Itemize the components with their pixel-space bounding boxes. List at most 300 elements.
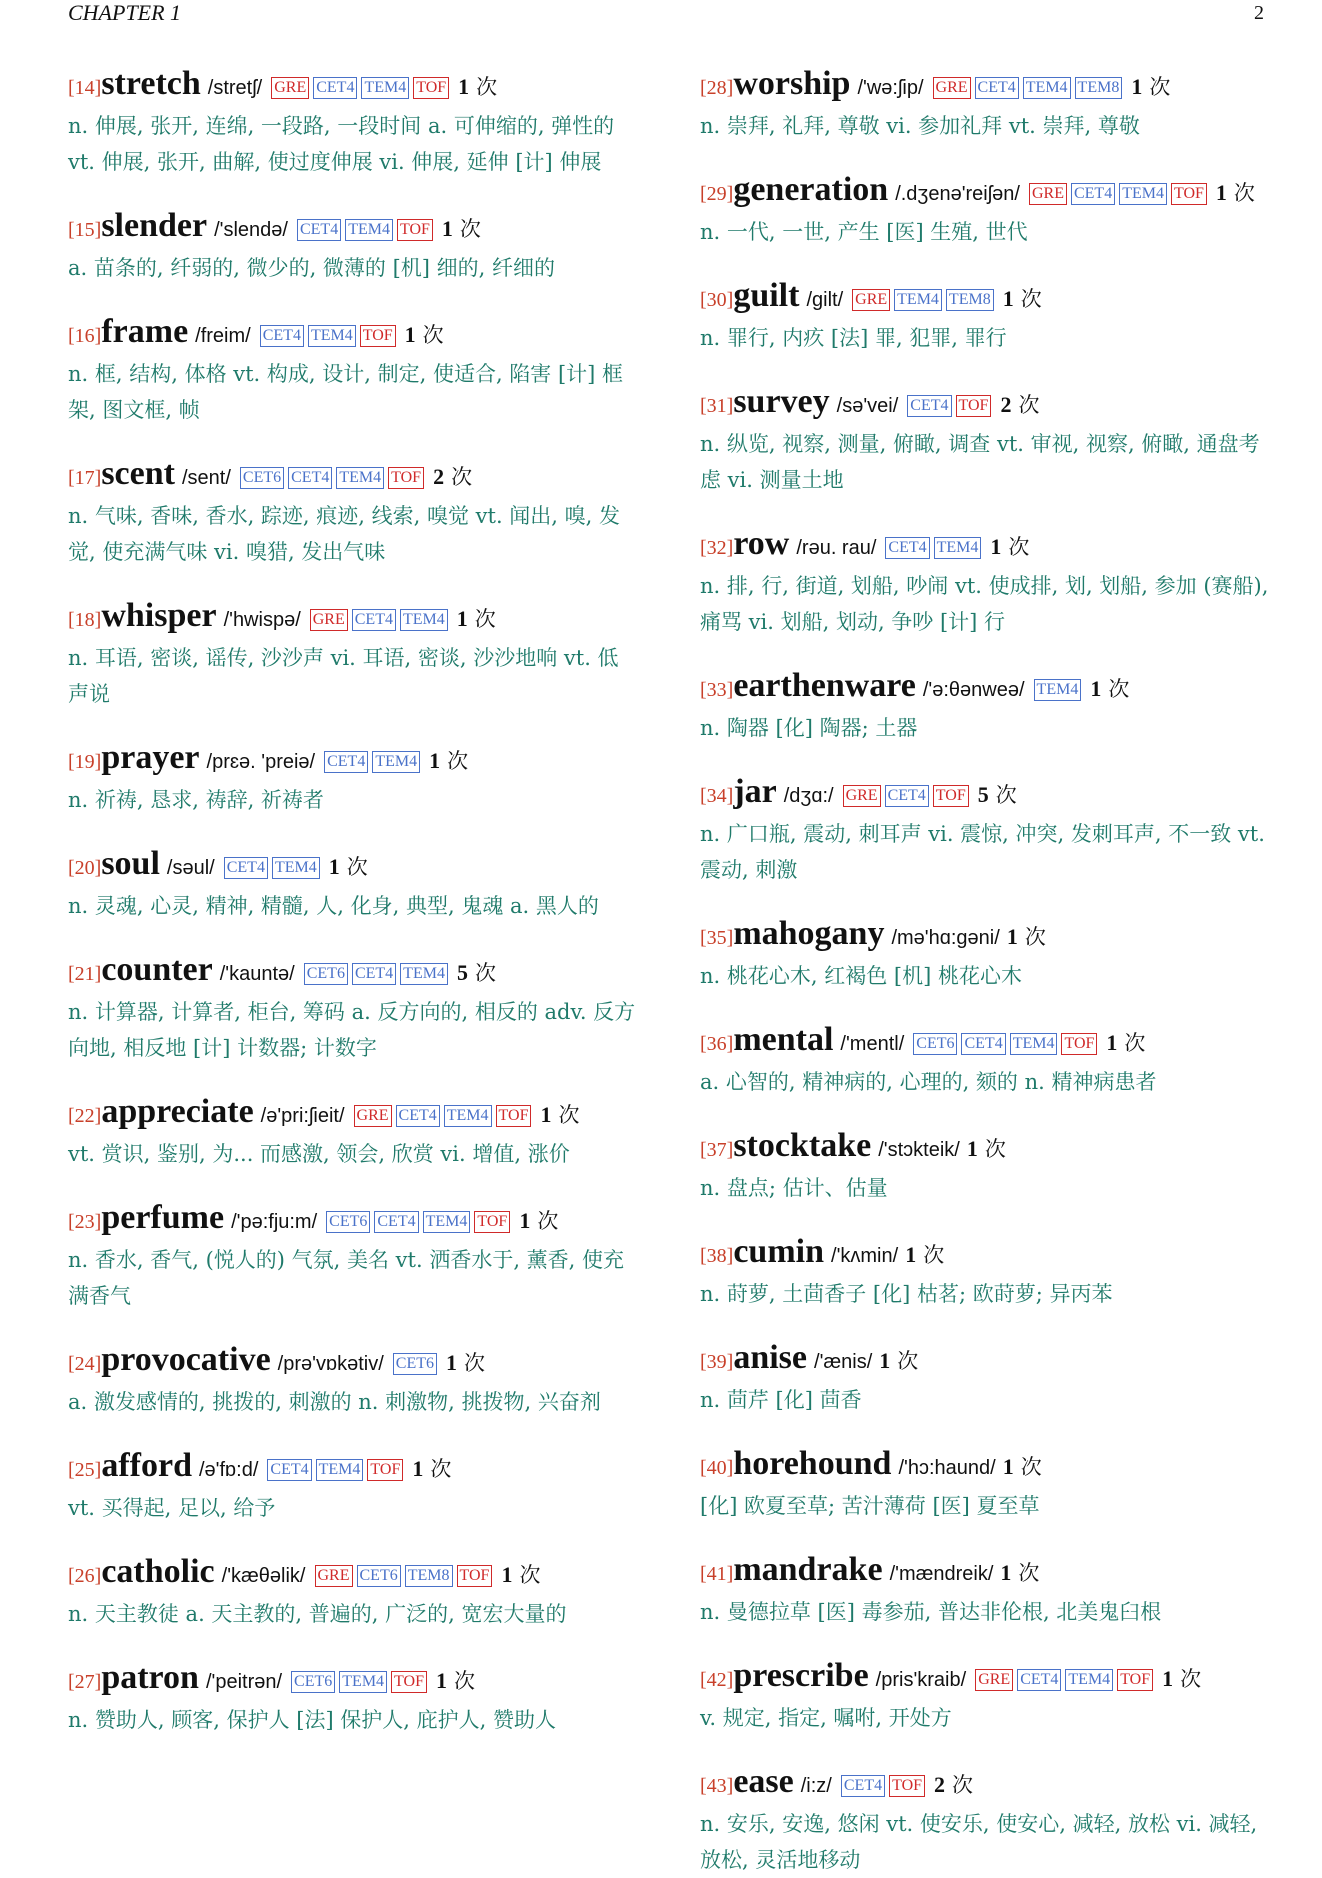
- headword: prescribe: [733, 1657, 869, 1694]
- entry-index: [33]: [700, 679, 734, 701]
- definition: vt. 赏识, 鉴别, 为... 而感激, 领会, 欣赏 vi. 增值, 涨价: [68, 1142, 570, 1166]
- entry-index: [35]: [700, 927, 734, 949]
- headword: worship: [733, 65, 851, 102]
- definition: n. 桃花心木, 红褐色 [机] 桃花心木: [700, 964, 1022, 988]
- occurrence-count: 1: [328, 854, 340, 879]
- times-label: 次: [984, 1137, 1006, 1161]
- dictionary-entry: [68, 1198, 636, 1314]
- definition: n. 伸展, 张开, 连绵, 一段路, 一段时间 a. 可伸缩的, 弹性的 vt. 伸展, 张开, 曲解, 使过度伸展 vi. 伸展, 延伸 [计] 伸展: [68, 114, 615, 174]
- entry-index: [37]: [700, 1139, 734, 1161]
- definition: n. 气味, 香味, 香水, 踪迹, 痕迹, 线索, 嗅觉 vt. 闻出, 嗅, 发觉, 使充满气味 vi. 嗅猎, 发出气味: [68, 504, 621, 564]
- headword: generation: [733, 171, 889, 208]
- entry-index: [19]: [68, 751, 102, 773]
- exam-tag: TEM4: [336, 467, 384, 489]
- occurrence-count: 1: [456, 606, 468, 631]
- headword-line: [700, 524, 1272, 568]
- phonetic: /'wə:ʃip/: [857, 77, 924, 99]
- headword-line: [68, 454, 636, 498]
- page-header: [68, 0, 1264, 26]
- entry-index: [31]: [700, 395, 734, 417]
- definition: n. 耳语, 密谈, 谣传, 沙沙声 vi. 耳语, 密谈, 沙沙地响 vt. 低声说: [68, 646, 619, 706]
- exam-tag: TOF: [360, 325, 396, 347]
- entry-index: [41]: [700, 1563, 734, 1585]
- dictionary-entry: [700, 1126, 1272, 1206]
- exam-tag: GRE: [354, 1105, 392, 1127]
- occurrence-count: 1: [519, 1208, 531, 1233]
- exam-tag: TEM4: [1119, 183, 1167, 205]
- headword-line: [68, 1658, 636, 1702]
- exam-tag: CET4: [885, 537, 929, 559]
- exam-tag: TOF: [1117, 1669, 1153, 1691]
- dictionary-entry: [700, 914, 1272, 994]
- exam-tag: CET4: [961, 1033, 1005, 1055]
- exam-tag: TOF: [1171, 183, 1207, 205]
- exam-tag: TOF: [391, 1671, 427, 1693]
- dictionary-entry: [700, 1656, 1272, 1736]
- page-number: 2: [1254, 2, 1264, 24]
- headword: survey: [733, 383, 830, 420]
- occurrence-count: 1: [1162, 1666, 1174, 1691]
- exam-tag: CET4: [885, 785, 929, 807]
- times-label: 次: [447, 749, 469, 773]
- headword: guilt: [733, 277, 800, 314]
- phonetic: /freim/: [195, 325, 251, 347]
- phonetic: /sə'vei/: [836, 395, 899, 417]
- phonetic: /ə'fɒ:d/: [198, 1459, 259, 1481]
- phonetic: /dʒɑ:/: [783, 785, 834, 807]
- exam-tag: TOF: [933, 785, 969, 807]
- dictionary-entry: [700, 1550, 1272, 1630]
- dictionary-entry: [700, 666, 1272, 746]
- phonetic: /ə'pri:ʃieit/: [260, 1105, 345, 1127]
- definition: n. 计算器, 计算者, 柜台, 筹码 a. 反方向的, 相反的 adv. 反方向地, 相反地 [计] 计数器; 计数字: [68, 1000, 636, 1060]
- exam-tag: GRE: [843, 785, 881, 807]
- definition: n. 祈祷, 恳求, 祷辞, 祈祷者: [68, 788, 324, 812]
- exam-tag: TEM4: [894, 289, 942, 311]
- dictionary-entry: [68, 64, 636, 180]
- occurrence-count: 1: [990, 534, 1002, 559]
- phonetic: /.dʒenə'reiʃən/: [895, 183, 1020, 205]
- phonetic: /stretʃ/: [207, 77, 263, 99]
- exam-tag: CET4: [260, 325, 304, 347]
- dictionary-entry: [700, 382, 1272, 498]
- phonetic: /'kæθəlik/: [221, 1565, 306, 1587]
- exam-tag: TEM4: [1065, 1669, 1113, 1691]
- headword: frame: [101, 313, 189, 350]
- times-label: 次: [459, 217, 481, 241]
- headword-line: [700, 1656, 1272, 1700]
- exam-tag: GRE: [975, 1669, 1013, 1691]
- definition: n. 曼德拉草 [医] 毒参茄, 普达非伦根, 北美鬼臼根: [700, 1600, 1162, 1624]
- headword: earthenware: [733, 667, 916, 704]
- dictionary-entry: [700, 170, 1272, 250]
- times-label: 次: [897, 1349, 919, 1373]
- dictionary-entry: [68, 1446, 636, 1526]
- times-label: 次: [476, 75, 498, 99]
- exam-tag: CET4: [297, 219, 341, 241]
- phonetic: /'hwispə/: [223, 609, 301, 631]
- exam-tag: CET4: [352, 609, 396, 631]
- entry-index: [14]: [68, 77, 102, 99]
- occurrence-count: 1: [905, 1242, 917, 1267]
- exam-tag: CET6: [393, 1353, 437, 1375]
- times-label: 次: [923, 1243, 945, 1267]
- headword-line: [68, 844, 636, 888]
- definition: n. 广口瓶, 震动, 刺耳声 vi. 震惊, 冲突, 发刺耳声, 不一致 vt. 震动, 刺激: [700, 822, 1265, 882]
- phonetic: /'mentl/: [840, 1033, 905, 1055]
- headword: row: [733, 525, 790, 562]
- exam-tag: TEM4: [372, 751, 420, 773]
- headword: whisper: [101, 597, 217, 634]
- definition: a. 激发感情的, 挑拨的, 刺激的 n. 刺激物, 挑拨物, 兴奋剂: [68, 1390, 601, 1414]
- exam-tag: CET4: [841, 1775, 885, 1797]
- exam-tag: CET6: [304, 963, 348, 985]
- phonetic: /'mændreik/: [889, 1563, 994, 1585]
- dictionary-entry: [700, 1232, 1272, 1312]
- phonetic: /'ænis/: [814, 1351, 873, 1373]
- entry-index: [18]: [68, 609, 102, 631]
- times-label: 次: [1018, 1561, 1040, 1585]
- exam-tag: GRE: [933, 77, 971, 99]
- occurrence-count: 1: [501, 1562, 513, 1587]
- dictionary-entry: [68, 738, 636, 818]
- entry-index: [36]: [700, 1033, 734, 1055]
- headword-line: [700, 1762, 1272, 1806]
- definition: [化] 欧夏至草; 苦汁薄荷 [医] 夏至草: [700, 1494, 1040, 1518]
- headword-line: [700, 170, 1272, 214]
- occurrence-count: 1: [1002, 1454, 1014, 1479]
- headword: appreciate: [101, 1093, 254, 1130]
- entry-index: [15]: [68, 219, 102, 241]
- exam-tag: TOF: [496, 1105, 532, 1127]
- occurrence-count: 1: [1006, 924, 1018, 949]
- dictionary-entry: [68, 206, 636, 286]
- headword: scent: [101, 455, 175, 492]
- headword-line: [700, 382, 1272, 426]
- occurrence-count: 1: [1000, 1560, 1012, 1585]
- exam-tag: TEM4: [1034, 679, 1082, 701]
- dictionary-entry: [700, 1020, 1272, 1100]
- headword: horehound: [733, 1445, 892, 1482]
- occurrence-count: 2: [1000, 392, 1012, 417]
- headword-line: [700, 1126, 1272, 1170]
- times-label: 次: [430, 1457, 452, 1481]
- entry-index: [27]: [68, 1671, 102, 1693]
- definition: n. 茴芹 [化] 茴香: [700, 1388, 862, 1412]
- exam-tag: CET4: [224, 857, 268, 879]
- times-label: 次: [463, 1351, 485, 1375]
- headword-line: [68, 1198, 636, 1242]
- phonetic: /rəu. rau/: [796, 537, 877, 559]
- definition: n. 框, 结构, 体格 vt. 构成, 设计, 制定, 使适合, 陷害 [计] 框架, 图文框, 帧: [68, 362, 624, 422]
- exam-tag: GRE: [1029, 183, 1067, 205]
- exam-tag: TOF: [474, 1211, 510, 1233]
- phonetic: /səul/: [166, 857, 215, 879]
- entry-index: [40]: [700, 1457, 734, 1479]
- times-label: 次: [519, 1563, 541, 1587]
- phonetic: /prə'vɒkətiv/: [277, 1353, 384, 1375]
- headword: afford: [101, 1447, 192, 1484]
- dictionary-entry: [700, 1762, 1272, 1878]
- definition: n. 一代, 一世, 产生 [医] 生殖, 世代: [700, 220, 1028, 244]
- exam-tag: CET4: [313, 77, 357, 99]
- entry-index: [25]: [68, 1459, 102, 1481]
- times-label: 次: [952, 1773, 974, 1797]
- headword: jar: [733, 773, 777, 810]
- exam-tag: GRE: [315, 1565, 353, 1587]
- times-label: 次: [346, 855, 368, 879]
- exam-tag: CET4: [1071, 183, 1115, 205]
- times-label: 次: [1149, 75, 1171, 99]
- times-label: 次: [1020, 287, 1042, 311]
- definition: n. 天主教徒 a. 天主教的, 普遍的, 广泛的, 宽宏大量的: [68, 1602, 567, 1626]
- dictionary-entry: [68, 1092, 636, 1172]
- exam-tag: CET6: [913, 1033, 957, 1055]
- exam-tag: TEM4: [339, 1671, 387, 1693]
- times-label: 次: [1124, 1031, 1146, 1055]
- dictionary-entry: [700, 524, 1272, 640]
- entry-index: [22]: [68, 1105, 102, 1127]
- headword: mental: [733, 1021, 834, 1058]
- times-label: 次: [1008, 535, 1030, 559]
- occurrence-count: 1: [412, 1456, 424, 1481]
- headword: patron: [101, 1659, 199, 1696]
- exam-tag: TEM4: [272, 857, 320, 879]
- occurrence-count: 1: [435, 1668, 447, 1693]
- exam-tag: TEM4: [400, 609, 448, 631]
- exam-tag: CET6: [291, 1671, 335, 1693]
- entry-index: [24]: [68, 1353, 102, 1375]
- times-label: 次: [1024, 925, 1046, 949]
- headword: slender: [101, 207, 208, 244]
- exam-tag: CET4: [267, 1459, 311, 1481]
- headword: cumin: [733, 1233, 825, 1270]
- headword: prayer: [101, 739, 200, 776]
- definition: n. 香水, 香气, (悦人的) 气氛, 美名 vt. 洒香水于, 薰香, 使充满香气: [68, 1248, 625, 1308]
- entry-index: [29]: [700, 183, 734, 205]
- headword-line: [700, 276, 1272, 320]
- headword: mahogany: [733, 915, 885, 952]
- exam-tag: TEM4: [934, 537, 982, 559]
- occurrence-count: 1: [1106, 1030, 1118, 1055]
- exam-tag: TOF: [1061, 1033, 1097, 1055]
- entry-index: [21]: [68, 963, 102, 985]
- phonetic: /'kauntə/: [219, 963, 295, 985]
- definition: n. 莳萝, 土茴香子 [化] 枯茗; 欧莳萝; 异丙苯: [700, 1282, 1113, 1306]
- exam-tag: TEM4: [400, 963, 448, 985]
- definition: n. 赞助人, 顾客, 保护人 [法] 保护人, 庇护人, 赞助人: [68, 1708, 557, 1732]
- occurrence-count: 1: [540, 1102, 552, 1127]
- occurrence-count: 1: [1215, 180, 1227, 205]
- phonetic: /mə'hɑ:gəni/: [891, 927, 1000, 949]
- exam-tag: TOF: [397, 219, 433, 241]
- headword: perfume: [101, 1199, 225, 1236]
- dictionary-entry: [700, 64, 1272, 144]
- entry-index: [17]: [68, 467, 102, 489]
- times-label: 次: [453, 1669, 475, 1693]
- phonetic: /'peitrən/: [205, 1671, 283, 1693]
- occurrence-count: 1: [966, 1136, 978, 1161]
- headword: ease: [733, 1763, 794, 1800]
- headword-line: [68, 950, 636, 994]
- headword: soul: [101, 845, 160, 882]
- entry-index: [34]: [700, 785, 734, 807]
- times-label: 次: [474, 607, 496, 631]
- headword: provocative: [101, 1341, 271, 1378]
- definition: n. 陶器 [化] 陶器; 土器: [700, 716, 918, 740]
- headword-line: [700, 64, 1272, 108]
- headword-line: [68, 64, 636, 108]
- headword-line: [68, 1446, 636, 1490]
- phonetic: /prɛə. 'preiə/: [206, 751, 316, 773]
- entry-index: [16]: [68, 325, 102, 347]
- headword-line: [700, 772, 1272, 816]
- times-label: 次: [474, 961, 496, 985]
- exam-tag: CET4: [396, 1105, 440, 1127]
- times-label: 次: [995, 783, 1017, 807]
- exam-tag: TEM4: [444, 1105, 492, 1127]
- exam-tag: TOF: [457, 1565, 493, 1587]
- times-label: 次: [1180, 1667, 1202, 1691]
- headword: mandrake: [733, 1551, 883, 1588]
- occurrence-count: 5: [977, 782, 989, 807]
- dictionary-entry: [700, 1338, 1272, 1418]
- definition: n. 排, 行, 街道, 划船, 吵闹 vt. 使成排, 划, 划船, 参加 (赛船), 痛骂 vi. 划船, 划动, 争吵 [计] 行: [700, 574, 1269, 634]
- dictionary-entry: [68, 950, 636, 1066]
- headword-line: [700, 1020, 1272, 1064]
- entry-index: [32]: [700, 537, 734, 559]
- dictionary-entry: [68, 1552, 636, 1632]
- exam-tag: CET4: [374, 1211, 418, 1233]
- headword-line: [68, 1340, 636, 1384]
- headword: stocktake: [733, 1127, 872, 1164]
- occurrence-count: 1: [445, 1350, 457, 1375]
- exam-tag: CET4: [324, 751, 368, 773]
- occurrence-count: 1: [441, 216, 453, 241]
- exam-tag: TOF: [367, 1459, 403, 1481]
- phonetic: /'hɔ:haund/: [898, 1457, 996, 1479]
- headword-line: [700, 1232, 1272, 1276]
- phonetic: /'ə:θənweə/: [922, 679, 1025, 701]
- exam-tag: TEM8: [405, 1565, 453, 1587]
- headword-line: [700, 914, 1272, 958]
- occurrence-count: 1: [1002, 286, 1014, 311]
- headword-line: [68, 206, 636, 250]
- entry-index: [42]: [700, 1669, 734, 1691]
- exam-tag: CET4: [288, 467, 332, 489]
- headword: counter: [101, 951, 213, 988]
- dictionary-entry: [68, 844, 636, 924]
- exam-tag: CET4: [352, 963, 396, 985]
- entry-index: [23]: [68, 1211, 102, 1233]
- dictionary-entry: [68, 596, 636, 712]
- headword: catholic: [101, 1553, 215, 1590]
- exam-tag: TOF: [388, 467, 424, 489]
- exam-tag: CET6: [326, 1211, 370, 1233]
- dictionary-entry: [68, 312, 636, 428]
- dictionary-entry: [68, 1340, 636, 1420]
- exam-tag: TOF: [956, 395, 992, 417]
- exam-tag: TEM8: [946, 289, 994, 311]
- exam-tag: CET4: [975, 77, 1019, 99]
- times-label: 次: [558, 1103, 580, 1127]
- exam-tag: TEM4: [316, 1459, 364, 1481]
- occurrence-count: 1: [458, 74, 470, 99]
- headword-line: [68, 738, 636, 782]
- exam-tag: TEM4: [361, 77, 409, 99]
- definition: n. 盘点; 估计、估量: [700, 1176, 888, 1200]
- exam-tag: CET4: [1017, 1669, 1061, 1691]
- phonetic: /pris'kraib/: [875, 1669, 967, 1691]
- phonetic: /'pə:fju:m/: [231, 1211, 318, 1233]
- exam-tag: TEM4: [1010, 1033, 1058, 1055]
- exam-tag: TEM4: [423, 1211, 471, 1233]
- occurrence-count: 2: [433, 464, 445, 489]
- occurrence-count: 1: [404, 322, 416, 347]
- exam-tag: TEM4: [308, 325, 356, 347]
- exam-tag: TEM8: [1075, 77, 1123, 99]
- definition: n. 安乐, 安逸, 悠闲 vt. 使安乐, 使安心, 减轻, 放松 vi. 减轻, 放松, 灵活地移动: [700, 1812, 1258, 1872]
- phonetic: /i:z/: [800, 1775, 832, 1797]
- occurrence-count: 2: [934, 1772, 946, 1797]
- headword-line: [700, 1338, 1272, 1382]
- headword-line: [68, 312, 636, 356]
- occurrence-count: 1: [879, 1348, 891, 1373]
- entry-index: [26]: [68, 1565, 102, 1587]
- dictionary-entry: [68, 1658, 636, 1738]
- headword-line: [68, 1552, 636, 1596]
- headword-line: [700, 1444, 1272, 1488]
- definition: v. 规定, 指定, 嘱咐, 开处方: [700, 1706, 952, 1730]
- entry-index: [39]: [700, 1351, 734, 1373]
- dictionary-entry: [700, 1444, 1272, 1524]
- occurrence-count: 1: [1131, 74, 1143, 99]
- phonetic: /'stɔkteik/: [878, 1139, 960, 1161]
- headword: anise: [733, 1339, 808, 1376]
- times-label: 次: [1020, 1455, 1042, 1479]
- dictionary-entry: [700, 276, 1272, 356]
- headword-line: [68, 596, 636, 640]
- headword: stretch: [101, 65, 201, 102]
- definition: n. 纵览, 视察, 测量, 俯瞰, 调查 vt. 审视, 视察, 俯瞰, 通盘考虑 vi. 测量土地: [700, 432, 1260, 492]
- dictionary-entry: [68, 454, 636, 570]
- phonetic: /'slendə/: [214, 219, 288, 241]
- definition: n. 灵魂, 心灵, 精神, 精髓, 人, 化身, 典型, 鬼魂 a. 黑人的: [68, 894, 599, 918]
- exam-tag: GRE: [310, 609, 348, 631]
- occurrence-count: 5: [456, 960, 468, 985]
- exam-tag: TEM4: [1023, 77, 1071, 99]
- occurrence-count: 1: [1090, 676, 1102, 701]
- times-label: 次: [1108, 677, 1130, 701]
- occurrence-count: 1: [429, 748, 441, 773]
- phonetic: /gilt/: [806, 289, 844, 311]
- exam-tag: CET4: [907, 395, 951, 417]
- phonetic: /sent/: [181, 467, 231, 489]
- headword-line: [68, 1092, 636, 1136]
- dictionary-entry: [700, 772, 1272, 888]
- exam-tag: GRE: [852, 289, 890, 311]
- definition: vt. 买得起, 足以, 给予: [68, 1496, 276, 1520]
- entry-index: [43]: [700, 1775, 734, 1797]
- entry-index: [20]: [68, 857, 102, 879]
- entry-index: [38]: [700, 1245, 734, 1267]
- times-label: 次: [537, 1209, 559, 1233]
- definition: n. 罪行, 内疚 [法] 罪, 犯罪, 罪行: [700, 326, 1007, 350]
- exam-tag: TOF: [889, 1775, 925, 1797]
- times-label: 次: [451, 465, 473, 489]
- definition: a. 苗条的, 纤弱的, 微少的, 微薄的 [机] 细的, 纤细的: [68, 256, 556, 280]
- exam-tag: TEM4: [345, 219, 393, 241]
